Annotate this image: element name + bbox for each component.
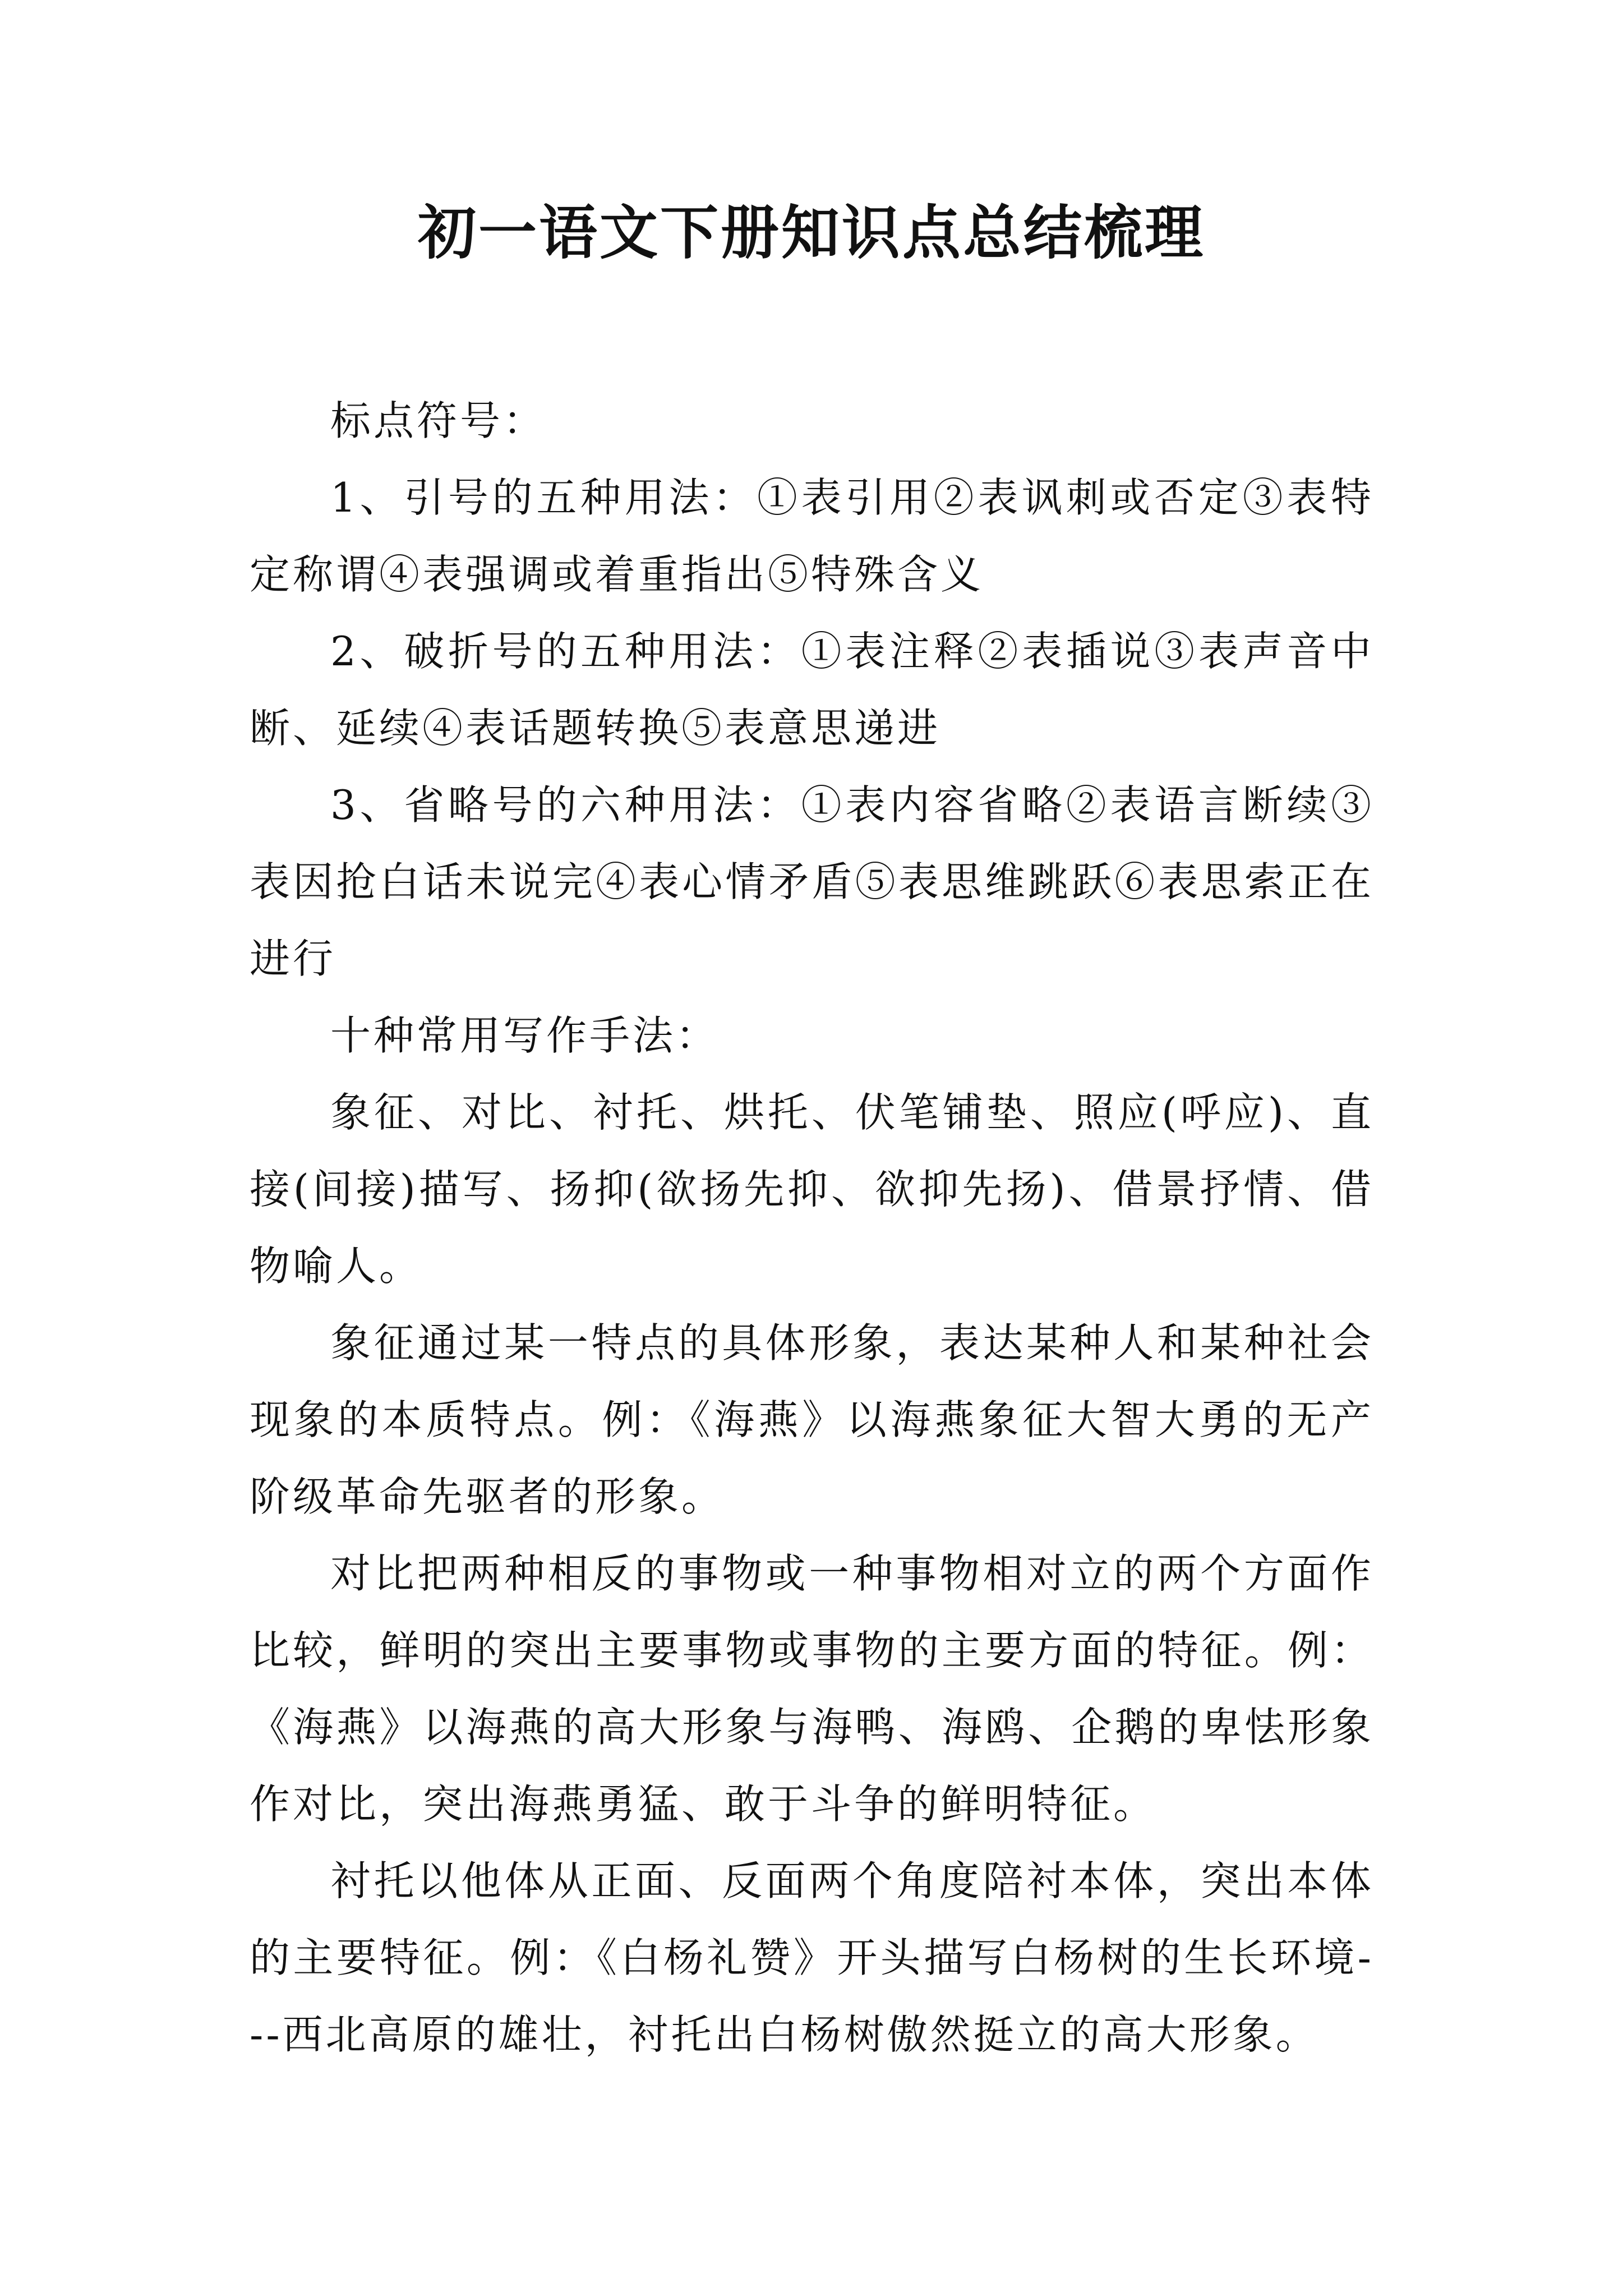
paragraph-quotation-marks: 1、引号的五种用法：①表引用②表讽刺或否定③表特定称谓④表强调或着重指出⑤特殊含义 (250, 474, 1374, 598)
paragraph-foil: 衬托以他体从正面、反面两个角度陪衬本体，突出本体的主要特征。例：《白杨礼赞》开头描写白杨树的生长环境---西北高原的雄壮，衬托出白杨树傲然挺立的高大形象。 (250, 1857, 1374, 2058)
paragraph-punctuation-heading: 标点符号： (330, 397, 547, 444)
paragraph-symbolism: 象征通过某一特点的具体形象，表达某种人和某种社会现象的本质特点。例：《海燕》以海燕象征大智大勇的无产阶级革命先驱者的形象。 (250, 1319, 1374, 1520)
paragraph-ellipsis: 3、省略号的六种用法：①表内容省略②表语言断续③表因抢白话未说完④表心情矛盾⑤表思维跳跃⑥表思索正在进行 (250, 781, 1374, 982)
paragraph-dash: 2、破折号的五种用法：①表注释②表插说③表声音中断、延续④表话题转换⑤表意思递进 (250, 628, 1374, 752)
paragraph-contrast: 对比把两种相反的事物或一种事物相对立的两个方面作比较，鲜明的突出主要事物或事物的主要方面的特征。例：《海燕》以海燕的高大形象与海鸭、海鸥、企鹅的卑怯形象作对比，突出海燕勇猛、敢于斗争的鲜明特征。 (250, 1550, 1374, 1828)
document-title: 初一语文下册知识点总结梳理 (417, 198, 1205, 267)
paragraph-techniques-list: 象征、对比、衬托、烘托、伏笔铺垫、照应(呼应)、直接(间接)描写、扬抑(欲扬先抑、欲抑先扬)、借景抒情、借物喻人。 (250, 1089, 1374, 1290)
document-body (250, 383, 1374, 2073)
paragraph-writing-techniques-heading: 十种常用写作手法： (330, 1012, 720, 1059)
